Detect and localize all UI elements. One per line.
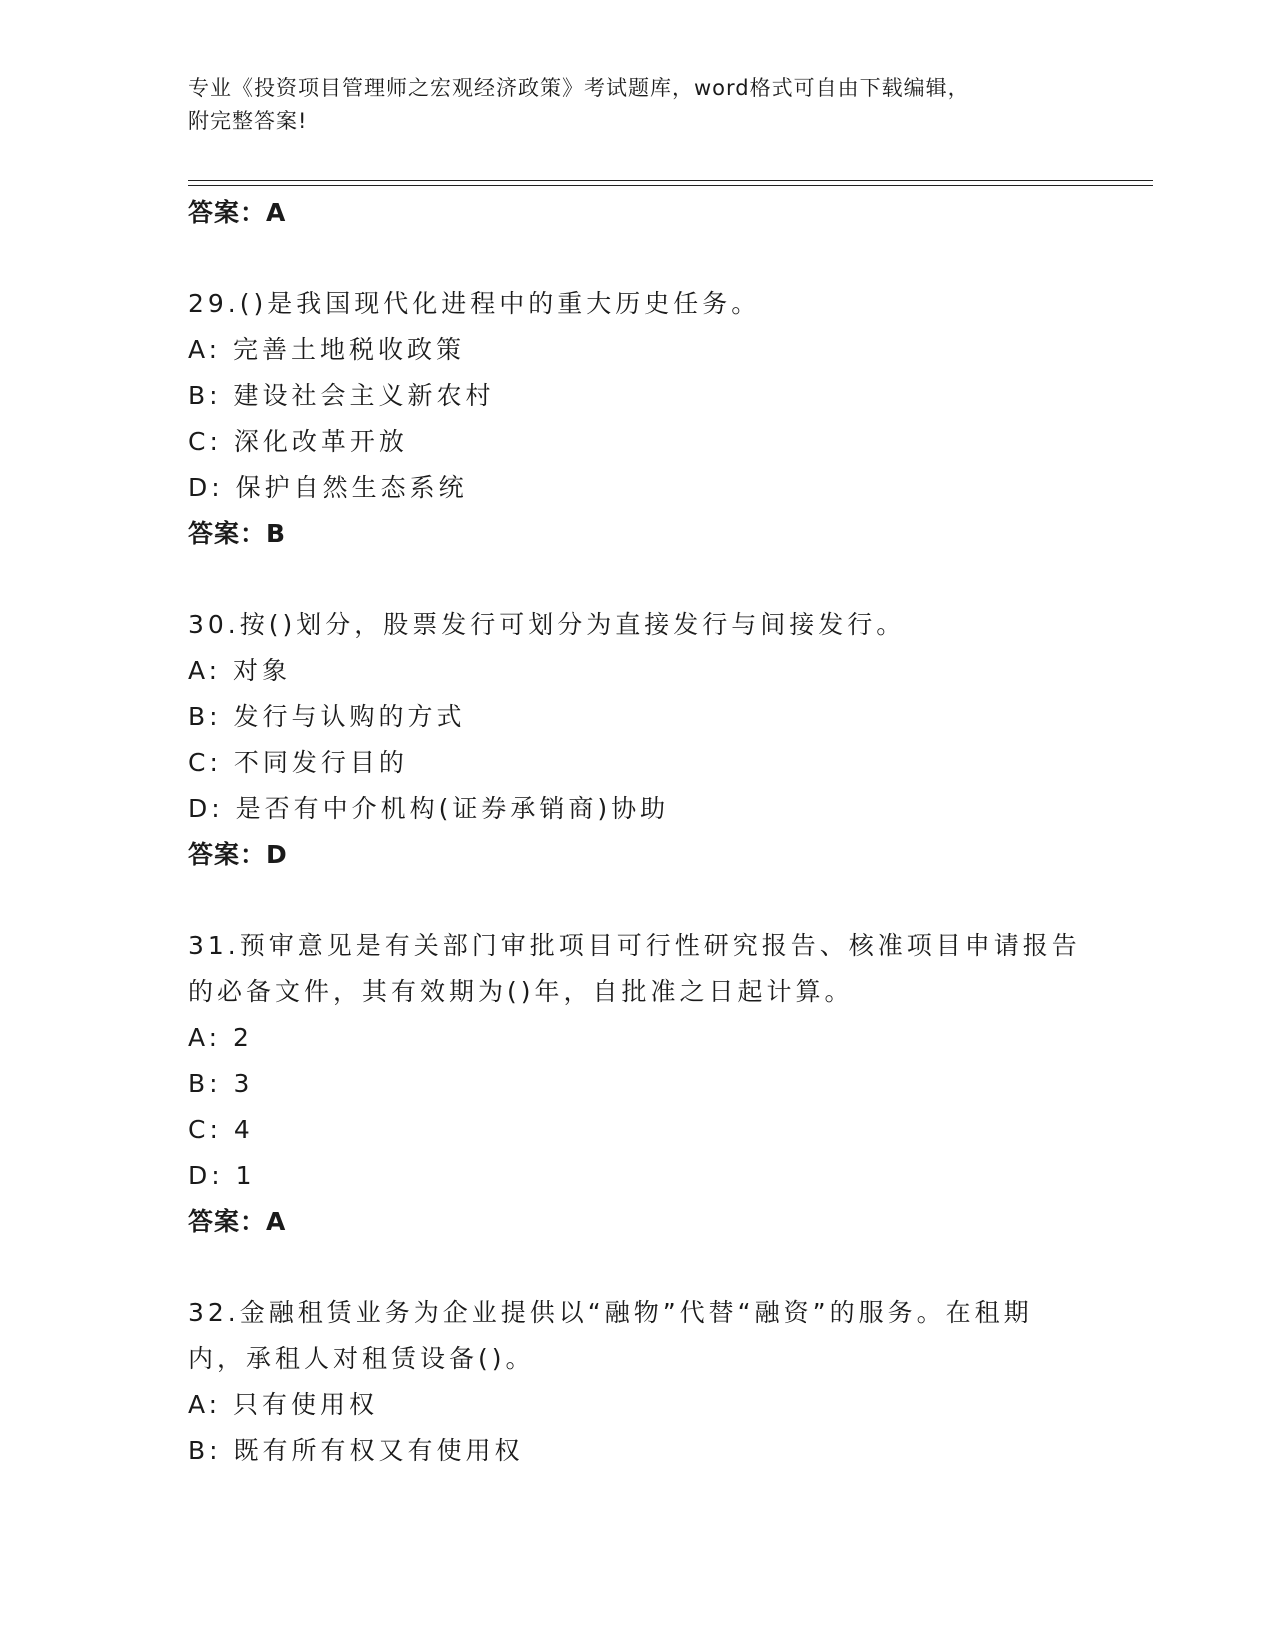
question-31 bbox=[188, 923, 1088, 1245]
option-d: D: 保护自然生态系统 bbox=[188, 473, 468, 502]
option-a: A: 只有使用权 bbox=[188, 1390, 379, 1419]
header-rule-top bbox=[188, 180, 1153, 181]
option-a: A: 完善土地税收政策 bbox=[188, 335, 466, 364]
header-line-1: 专业《投资项目管理师之宏观经济政策》考试题库，word格式可自由下载编辑， bbox=[188, 76, 970, 100]
question-stem: 29.()是我国现代化进程中的重大历史任务。 bbox=[188, 289, 761, 318]
spacer bbox=[188, 1245, 1088, 1290]
question-list bbox=[188, 190, 1088, 1474]
answer: 答案：A bbox=[188, 1207, 287, 1236]
question-stem-line-1: 32.金融租赁业务为企业提供以“融物”代替“融资”的服务。在租期 bbox=[188, 1298, 1033, 1327]
spacer bbox=[188, 557, 1088, 602]
previous-answer: 答案：A bbox=[188, 198, 287, 227]
question-stem-line-2: 的必备文件，其有效期为()年，自批准之日起计算。 bbox=[188, 977, 854, 1006]
option-c: C: 深化改革开放 bbox=[188, 427, 408, 456]
question-32 bbox=[188, 1290, 1088, 1474]
option-b: B: 建设社会主义新农村 bbox=[188, 381, 495, 410]
option-d: D: 1 bbox=[188, 1161, 256, 1190]
header-line-2: 附完整答案! bbox=[188, 109, 308, 133]
answer: 答案：B bbox=[188, 519, 287, 548]
option-c: C: 4 bbox=[188, 1115, 254, 1144]
question-30 bbox=[188, 602, 1088, 878]
option-c: C: 不同发行目的 bbox=[188, 748, 408, 777]
spacer bbox=[188, 878, 1088, 923]
document-header bbox=[188, 72, 1088, 138]
question-stem-line-2: 内，承租人对租赁设备()。 bbox=[188, 1344, 535, 1373]
option-b: B: 既有所有权又有使用权 bbox=[188, 1436, 524, 1465]
spacer bbox=[188, 236, 1088, 281]
option-a: A: 2 bbox=[188, 1023, 253, 1052]
answer: 答案：D bbox=[188, 840, 288, 869]
question-stem: 30.按()划分，股票发行可划分为直接发行与间接发行。 bbox=[188, 610, 906, 639]
option-b: B: 3 bbox=[188, 1069, 254, 1098]
question-stem-line-1: 31.预审意见是有关部门审批项目可行性研究报告、核准项目申请报告 bbox=[188, 931, 1081, 960]
option-b: B: 发行与认购的方式 bbox=[188, 702, 466, 731]
header-rule-bottom bbox=[188, 185, 1153, 186]
question-29 bbox=[188, 281, 1088, 557]
option-d: D: 是否有中介机构(证券承销商)协助 bbox=[188, 794, 670, 823]
option-a: A: 对象 bbox=[188, 656, 292, 685]
